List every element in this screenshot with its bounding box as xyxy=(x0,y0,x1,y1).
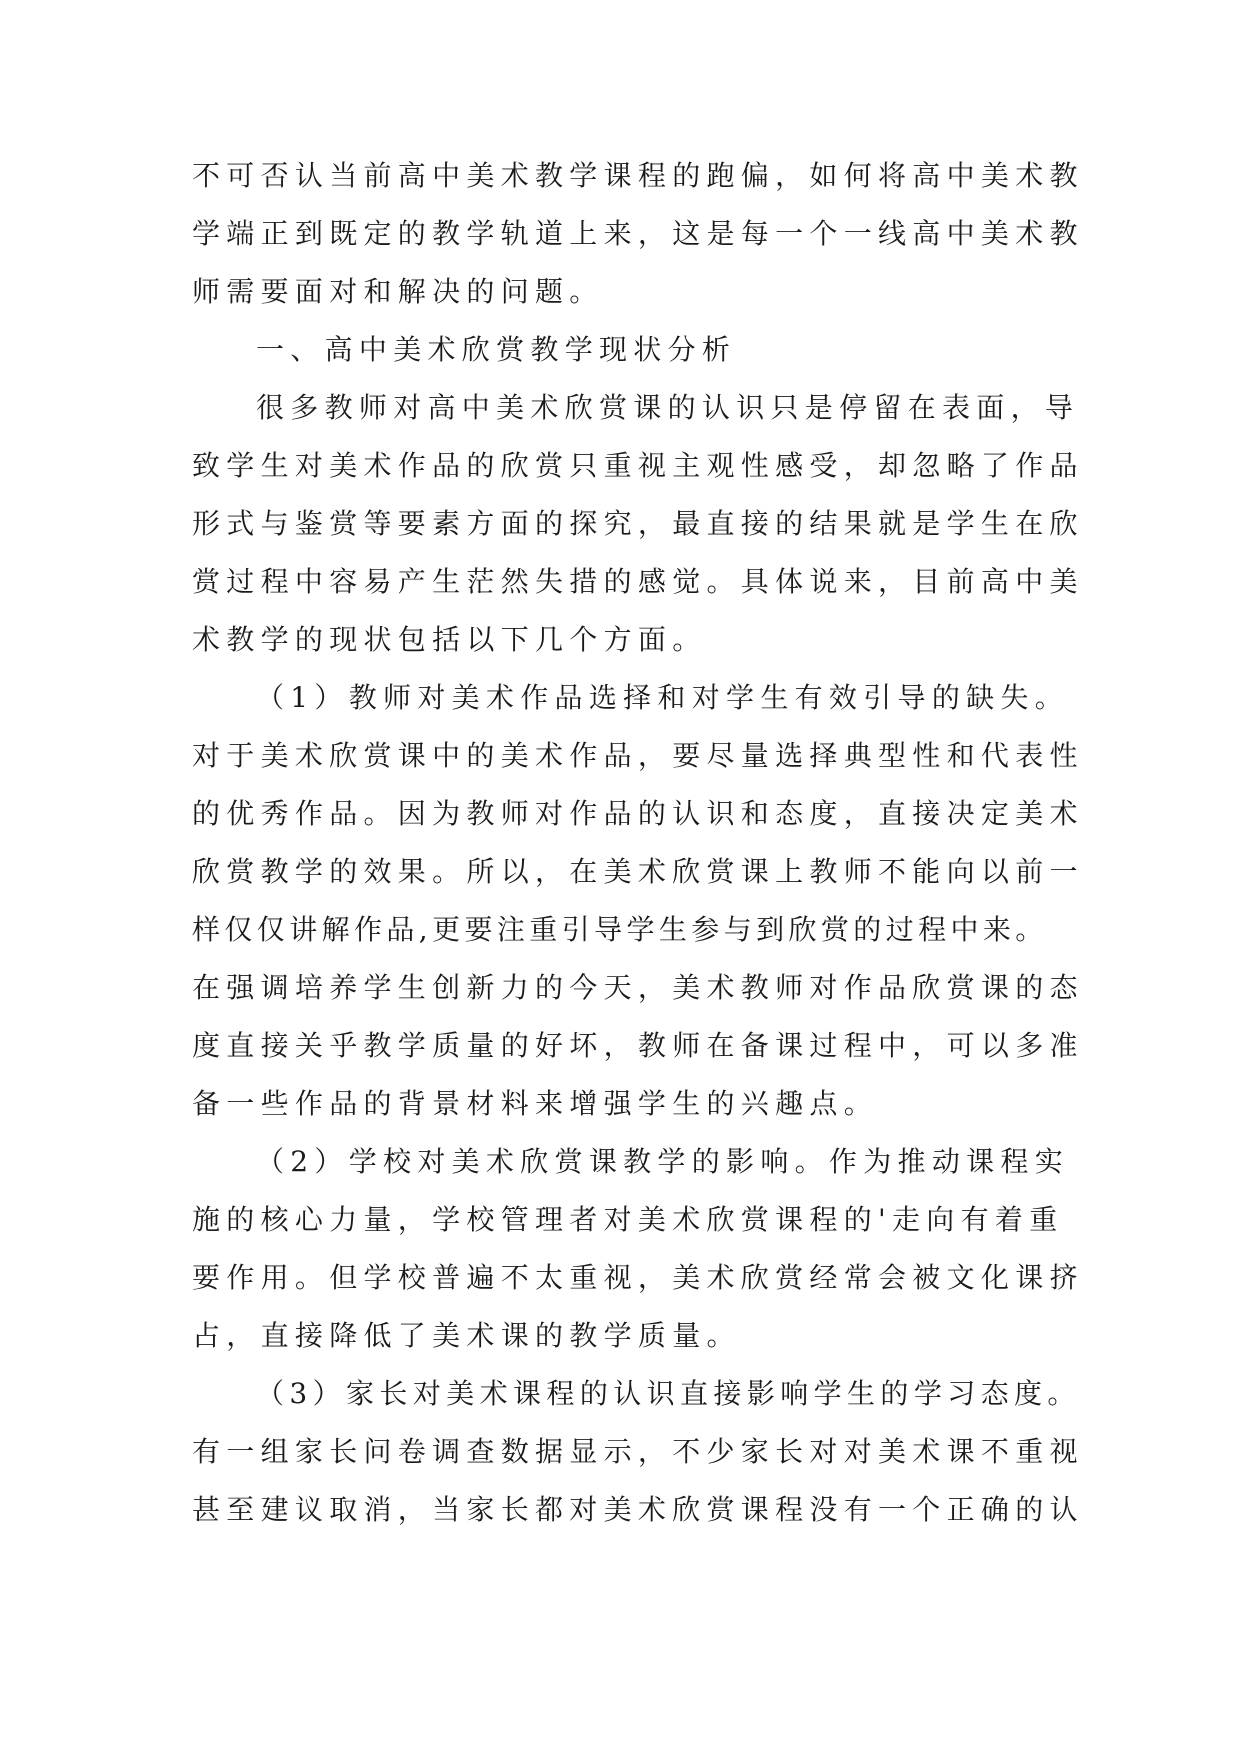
text-line: （3）家长对美术课程的认识直接影响学生的学习态度。 xyxy=(256,1377,1081,1410)
text-line: 的优秀作品。因为教师对作品的认识和态度，直接决定美术 xyxy=(192,797,1084,830)
text-line: 备一些作品的背景材料来增强学生的兴趣点。 xyxy=(192,1087,879,1120)
text-line: 要作用。但学校普遍不太重视，美术欣赏经常会被文化课挤 xyxy=(192,1261,1084,1294)
text-line: 不可否认当前高中美术教学课程的跑偏，如何将高中美术教 xyxy=(192,159,1084,192)
text-line: 甚至建议取消，当家长都对美术欣赏课程没有一个正确的认 xyxy=(192,1493,1084,1526)
section-heading: 一、高中美术欣赏教学现状分析 xyxy=(256,333,737,366)
text-line: 有一组家长问卷调查数据显示，不少家长对对美术课不重视 xyxy=(192,1435,1084,1468)
text-line: 施的核心力量，学校管理者对美术欣赏课程的'走向有着重 xyxy=(192,1203,1064,1236)
text-line: 度直接关乎教学质量的好坏，教师在备课过程中，可以多准 xyxy=(192,1029,1084,1062)
text-line: （2）学校对美术欣赏课教学的影响。作为推动课程实 xyxy=(256,1145,1070,1178)
text-line: （1）教师对美术作品选择和对学生有效引导的缺失。 xyxy=(256,681,1070,714)
text-line: 占，直接降低了美术课的教学质量。 xyxy=(192,1319,741,1352)
text-line: 对于美术欣赏课中的美术作品，要尽量选择典型性和代表性 xyxy=(192,739,1084,772)
text-line: 致学生对美术作品的欣赏只重视主观性感受，却忽略了作品 xyxy=(192,449,1084,482)
text-line: 样仅仅讲解作品,更要注重引导学生参与到欣赏的过程中来。 xyxy=(192,913,1048,946)
text-line: 很多教师对高中美术欣赏课的认识只是停留在表面，导 xyxy=(256,391,1080,424)
text-line: 欣赏教学的效果。所以，在美术欣赏课上教师不能向以前一 xyxy=(192,855,1084,888)
text-line: 师需要面对和解决的问题。 xyxy=(192,275,604,308)
text-line: 术教学的现状包括以下几个方面。 xyxy=(192,623,707,656)
text-line: 形式与鉴赏等要素方面的探究，最直接的结果就是学生在欣 xyxy=(192,507,1084,540)
text-line: 赏过程中容易产生茫然失措的感觉。具体说来，目前高中美 xyxy=(192,565,1084,598)
text-line: 在强调培养学生创新力的今天，美术教师对作品欣赏课的态 xyxy=(192,971,1084,1004)
text-line: 学端正到既定的教学轨道上来，这是每一个一线高中美术教 xyxy=(192,217,1084,250)
